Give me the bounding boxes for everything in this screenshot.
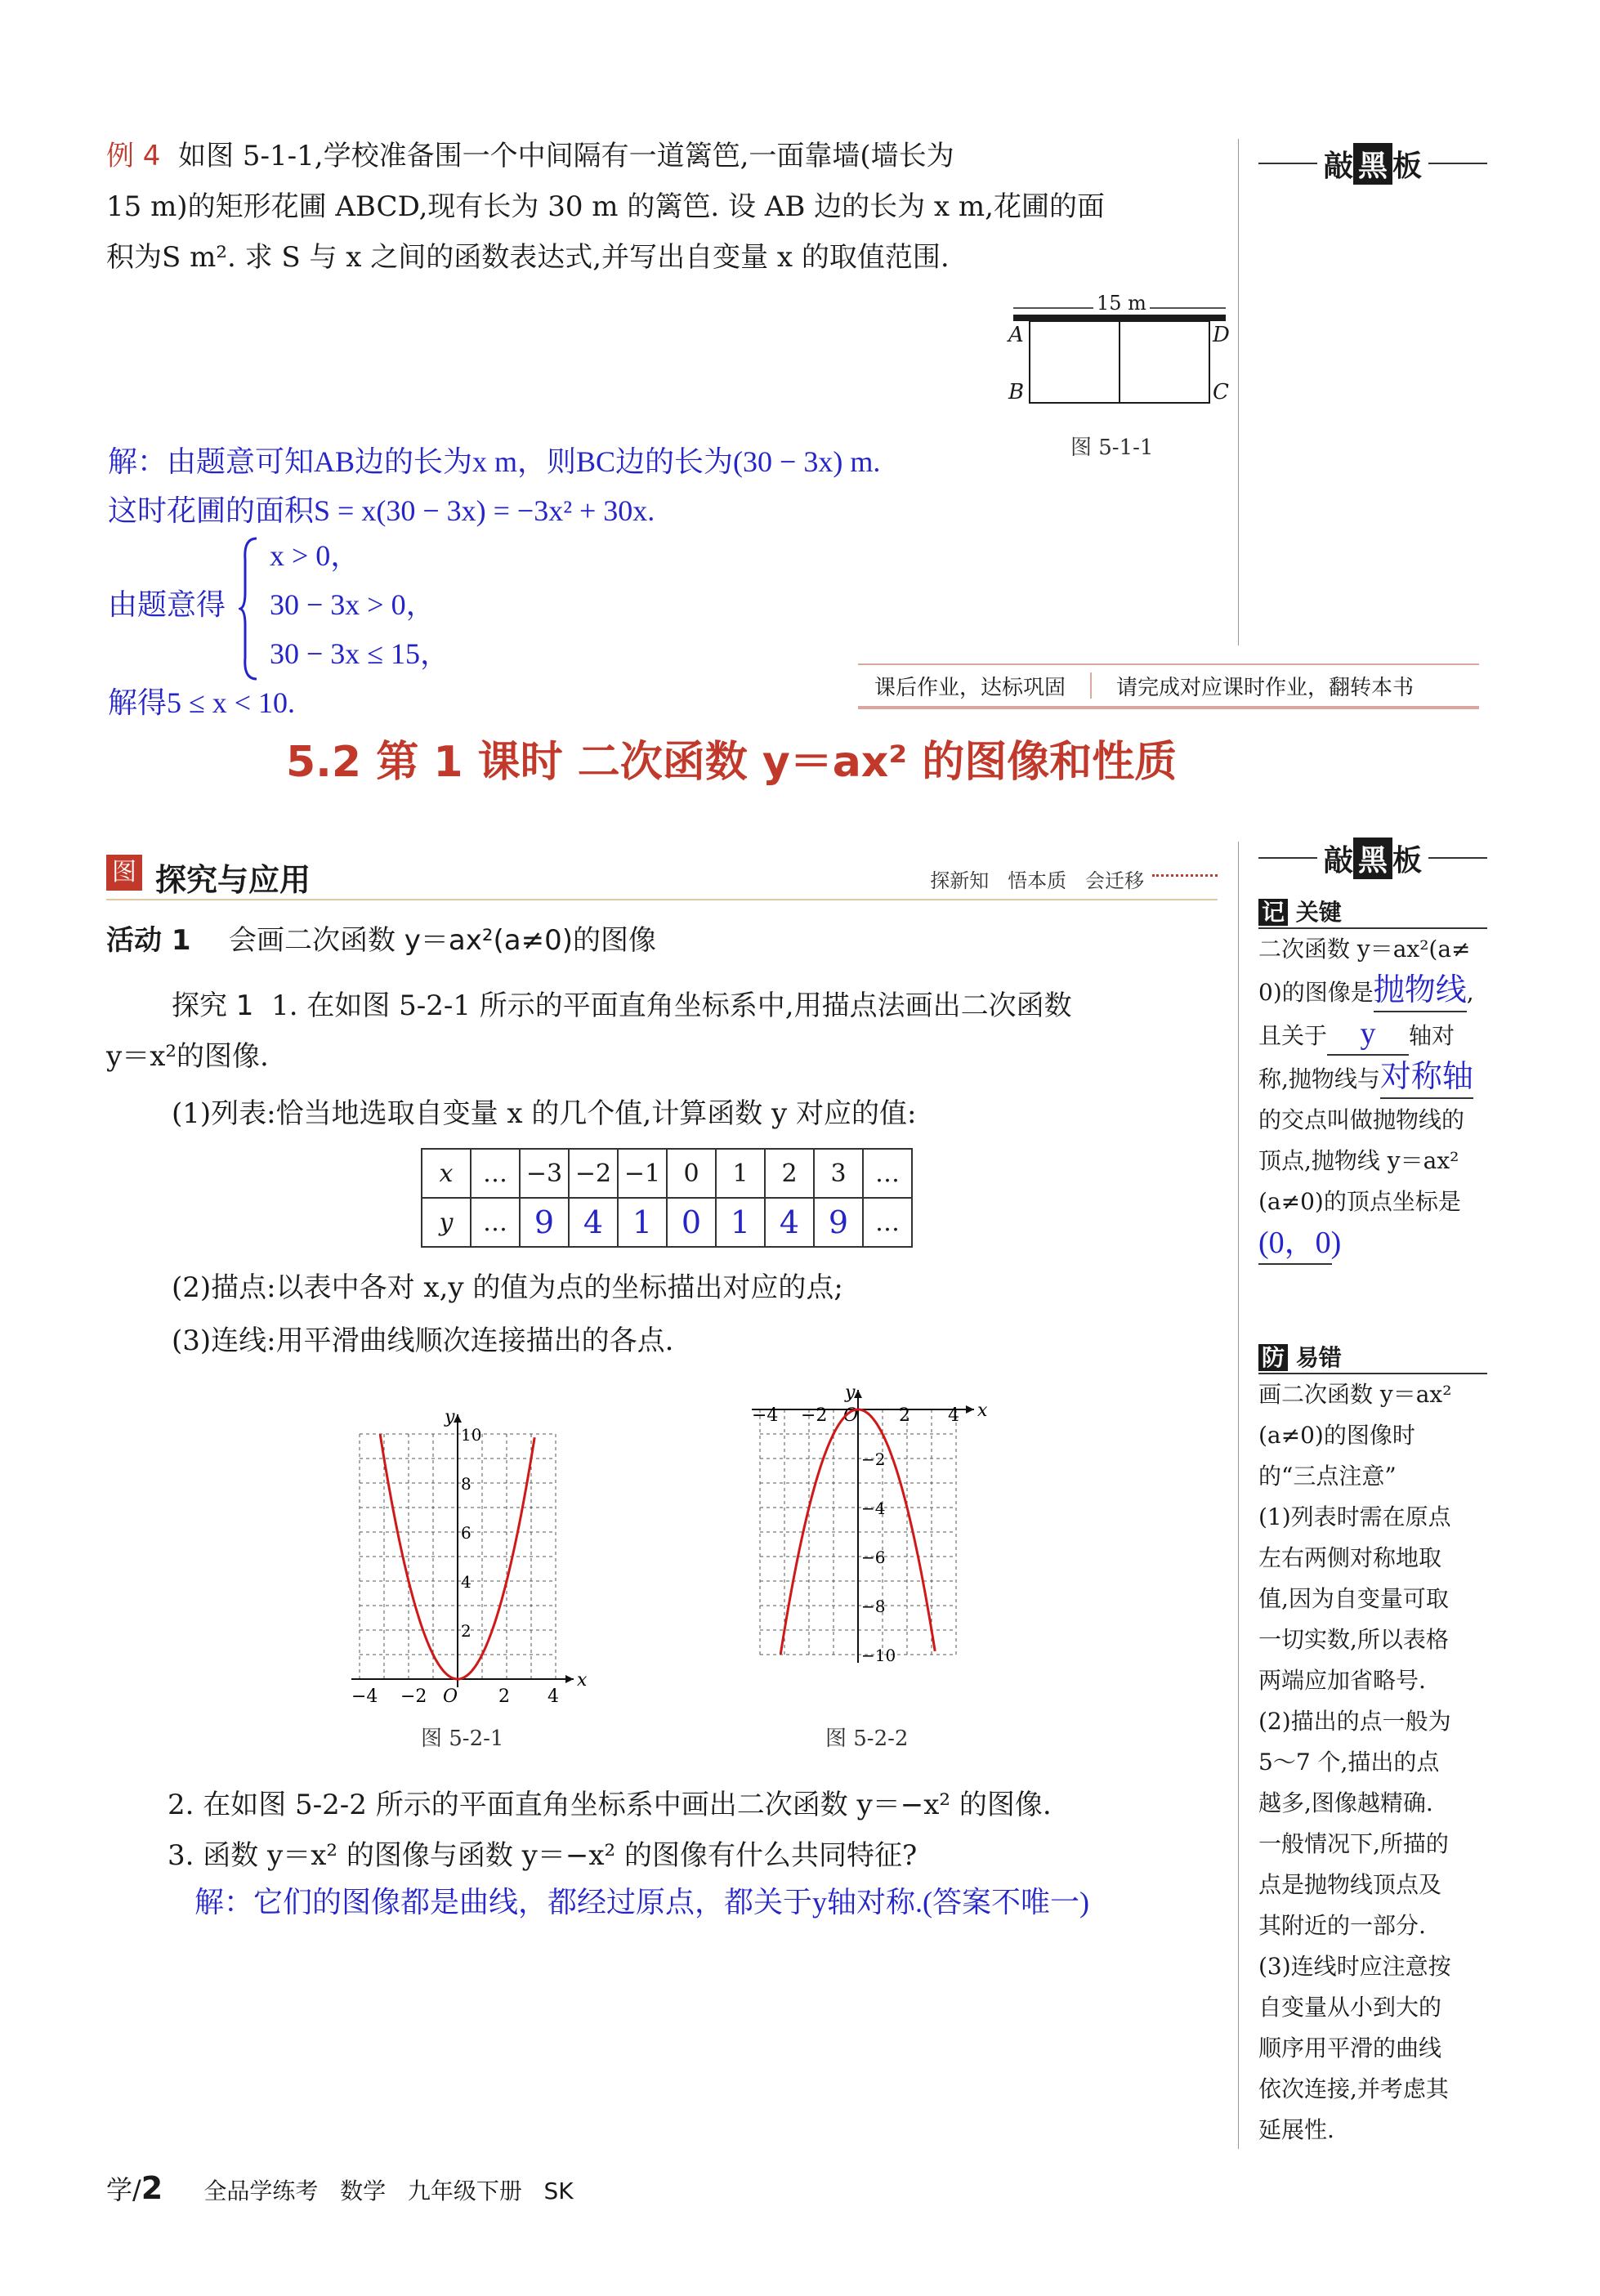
mistake-line: 其附近的一部分. [1258, 1912, 1426, 1939]
condition-1: x > 0， [270, 539, 360, 572]
x-tick-label: 2 [899, 1405, 910, 1426]
x-tick-label: −2 [400, 1686, 427, 1707]
point-a: A [1008, 323, 1024, 347]
value-table [421, 1148, 913, 1248]
mistake-line: (a≠0)的图像时 [1258, 1422, 1415, 1449]
footer [106, 2169, 574, 2207]
chart2-caption: 图 5-2-2 [825, 1726, 909, 1751]
figure-caption: 图 5-1-1 [1070, 436, 1154, 460]
y-axis-label: y [845, 1383, 856, 1403]
q3: 3. 函数 y＝x² 的图像与函数 y＝−x² 的图像有什么共同特征? [168, 1839, 918, 1872]
mistake-line: 两端应加省略号. [1258, 1667, 1426, 1694]
y-tick-label: 6 [461, 1523, 472, 1543]
y-axis-arrow [454, 1414, 462, 1423]
x-cell: 3 [814, 1149, 863, 1198]
key-heading: 记 关键 [1258, 895, 1487, 929]
section-icon: 图 [106, 855, 142, 891]
step2: (2)描点:以表中各对 x,y 的值为点的坐标描出对应的点; [172, 1271, 843, 1304]
key-line-4: 称,抛物线与对称轴 [1258, 1056, 1487, 1100]
figure-5-1-1 [997, 290, 1234, 462]
y-cell: 4 [765, 1198, 814, 1247]
x-cell: −2 [569, 1149, 618, 1198]
section-title: 探究与应用 [155, 862, 311, 898]
y-tick-label: −2 [861, 1450, 886, 1469]
x-axis-label: x [577, 1670, 588, 1691]
mistake-line: 值,因为自变量可取 [1258, 1585, 1449, 1612]
y-tick-label: 2 [461, 1621, 472, 1641]
y-cell: 1 [618, 1198, 667, 1247]
key-icon: 记 [1258, 899, 1288, 926]
mistake-line: 的“三点注意” [1258, 1463, 1397, 1490]
x-tick-label: −4 [752, 1405, 779, 1426]
x-cell: −1 [618, 1149, 667, 1198]
mistake-box [1258, 1340, 1487, 2151]
y-cell: 0 [667, 1198, 716, 1247]
mistake-line: 点是抛物线顶点及 [1258, 1871, 1442, 1898]
step3: (3)连线:用平滑曲线顺次连接描出的各点. [172, 1324, 674, 1357]
mistake-lines [1258, 1374, 1487, 2151]
example-label: 例 4 [106, 140, 161, 172]
y-tick-label: 4 [461, 1572, 472, 1592]
y-cell: 9 [520, 1198, 569, 1247]
x-axis-label: x [977, 1400, 988, 1421]
key-line-1: 二次函数 y＝ax²(a≠ [1258, 936, 1471, 963]
key-line-5: 的交点叫做抛物线的 [1258, 1106, 1465, 1133]
mistake-line: 左右两侧对称地取 [1258, 1544, 1442, 1571]
mistake-line: 顺序用平滑的曲线 [1258, 2035, 1442, 2061]
key-line-2: 0)的图像是抛物线, [1258, 970, 1487, 1013]
mistake-line: 一切实数,所以表格 [1258, 1626, 1449, 1653]
y-tick-label: 8 [461, 1474, 472, 1494]
activity-label: 活动 1 [106, 924, 191, 957]
x-tick-label: 4 [948, 1405, 959, 1426]
lesson-title: 5.2 第 1 课时 二次函数 y＝ax² 的图像和性质 [286, 738, 1178, 787]
x-cell: 2 [765, 1149, 814, 1198]
y-tick-label: −6 [861, 1548, 886, 1567]
sidebar-heading-top: 敲 黑 板 [1258, 143, 1487, 184]
example4-text-1: 如图 5-1-1,学校准备围一个中间隔有一道篱笆,一面靠墙(墙长为 [178, 140, 954, 172]
brace-icon [239, 535, 258, 682]
homework-bar [858, 663, 1479, 709]
chart1-caption: 图 5-2-1 [421, 1726, 504, 1751]
x-cell: … [471, 1149, 520, 1198]
mistake-line: 一般情况下,所描的 [1258, 1830, 1449, 1857]
x-cell: 0 [667, 1149, 716, 1198]
wall-bar [1013, 315, 1226, 321]
y-cell: … [863, 1198, 912, 1247]
x-tick-label: −2 [801, 1405, 828, 1426]
q3-answer: 解：它们的图像都是曲线，都经过原点，都关于y轴对称.(答案不唯一) [194, 1886, 1089, 1919]
key-line-6: 顶点,抛物线 y＝ax² [1258, 1147, 1459, 1174]
x-cell: −3 [520, 1149, 569, 1198]
q1-text: 1. 在如图 5-2-1 所示的平面直角坐标系中,用描点法画出二次函数 [271, 989, 1072, 1022]
y-tick-label: −4 [861, 1499, 886, 1518]
key-box [1258, 895, 1487, 1266]
mistake-line: 越多,图像越精确. [1258, 1789, 1433, 1816]
footer-page-label: 学/ [106, 2174, 141, 2205]
explore1-line1 [172, 980, 1072, 1031]
y-tick-label: 10 [461, 1425, 482, 1445]
solution-line1: 解：由题意可知AB边的长为x m，则BC边的长为(30 − 3x) m. [108, 445, 881, 478]
footer-page-number: 2 [141, 2170, 163, 2206]
mistake-heading: 防 易错 [1258, 1340, 1487, 1374]
point-c: C [1213, 380, 1229, 404]
chart1-svg [327, 1401, 605, 1728]
key-line-3: 且关于 y 轴对 [1258, 1013, 1487, 1056]
example4-line3: 积为S m². 求 S 与 x 之间的函数表达式,并写出自变量 x 的取值范围. [106, 241, 950, 274]
y-tick-label: −10 [861, 1646, 896, 1665]
homework-right: 请完成对应课时作业，翻转本书 [1116, 675, 1415, 700]
x-cell: 1 [716, 1149, 765, 1198]
sidebar-divider-bottom [1238, 842, 1239, 2149]
y-axis-label: y [445, 1407, 455, 1427]
y-cell: y [422, 1198, 471, 1247]
x-tick-label: 2 [498, 1686, 510, 1707]
y-tick-label: −8 [861, 1597, 886, 1616]
x-cell: … [863, 1149, 912, 1198]
homework-left: 课后作业，达标巩固 [874, 675, 1066, 700]
key-line-8: (0，0) [1258, 1222, 1487, 1266]
chart-5-2-2 [719, 1360, 1013, 1753]
mistake-line: 画二次函数 y＝ax² [1258, 1381, 1452, 1408]
x-cell: x [422, 1149, 471, 1198]
condition-3: 30 − 3x ≤ 15， [270, 637, 450, 670]
point-b: B [1008, 380, 1025, 404]
mistake-line: (3)连线时应注意按 [1258, 1953, 1451, 1980]
x-tick-label: O [843, 1405, 859, 1426]
y-row [422, 1198, 912, 1247]
example4-line1 [106, 131, 954, 181]
q1-line2: y＝x²的图像. [106, 1040, 269, 1073]
solution-prefix: 由题意得 [108, 588, 226, 621]
mistake-line: 5～7 个,描出的点 [1258, 1749, 1440, 1776]
example4-line2: 15 m)的矩形花圃 ABCD,现有长为 30 m 的篱笆. 设 AB 边的长为 x m,花圃的面 [106, 190, 1105, 223]
y-cell: … [471, 1198, 520, 1247]
solution-line2: 这时花圃的面积S = x(30 − 3x) = −3x² + 30x. [108, 494, 655, 527]
mistake-icon: 防 [1258, 1344, 1288, 1371]
mistake-line: 依次连接,并考虑其 [1258, 2075, 1449, 2102]
sidebar-divider-top [1238, 139, 1239, 645]
y-axis-arrow [854, 1390, 862, 1398]
x-axis-arrow [966, 1405, 974, 1414]
wall-length-label: 15 m [1093, 292, 1150, 315]
point-d: D [1213, 323, 1230, 347]
q2: 2. 在如图 5-2-2 所示的平面直角坐标系中画出二次函数 y＝−x² 的图像. [168, 1789, 1052, 1821]
chart-5-2-1 [327, 1401, 605, 1753]
x-tick-label: 4 [547, 1686, 559, 1707]
x-tick-label: −4 [351, 1686, 378, 1707]
chart2-svg [719, 1360, 1013, 1720]
explore-label: 探究 1 [172, 989, 254, 1022]
x-tick-label: O [443, 1686, 458, 1707]
condition-2: 30 − 3x > 0， [270, 588, 436, 621]
mistake-line: 延展性. [1258, 2116, 1334, 2143]
section-tags: 探新知 悟本质 会迁移 [930, 869, 1144, 892]
step1: (1)列表:恰当地选取自变量 x 的几个值,计算函数 y 对应的值: [172, 1097, 917, 1130]
y-cell: 1 [716, 1198, 765, 1247]
y-cell: 9 [814, 1198, 863, 1247]
solution-result: 解得5 ≤ x < 10. [108, 686, 296, 719]
key-line-7: (a≠0)的顶点坐标是 [1258, 1188, 1461, 1215]
activity-title: 会画二次函数 y＝ax²(a≠0)的图像 [229, 924, 656, 957]
x-axis-arrow [565, 1675, 574, 1683]
x-row [422, 1149, 912, 1198]
sidebar-heading-bottom: 敲 黑 板 [1258, 838, 1487, 878]
footer-book: 全品学练考 数学 九年级下册 SK [203, 2178, 574, 2204]
section-dots [1152, 874, 1218, 877]
mistake-line: (2)描出的点一般为 [1258, 1708, 1451, 1735]
mistake-line: (1)列表时需在原点 [1258, 1503, 1451, 1530]
mistake-line: 自变量从小到大的 [1258, 1994, 1442, 2021]
section-header [106, 850, 1218, 900]
y-cell: 4 [569, 1198, 618, 1247]
